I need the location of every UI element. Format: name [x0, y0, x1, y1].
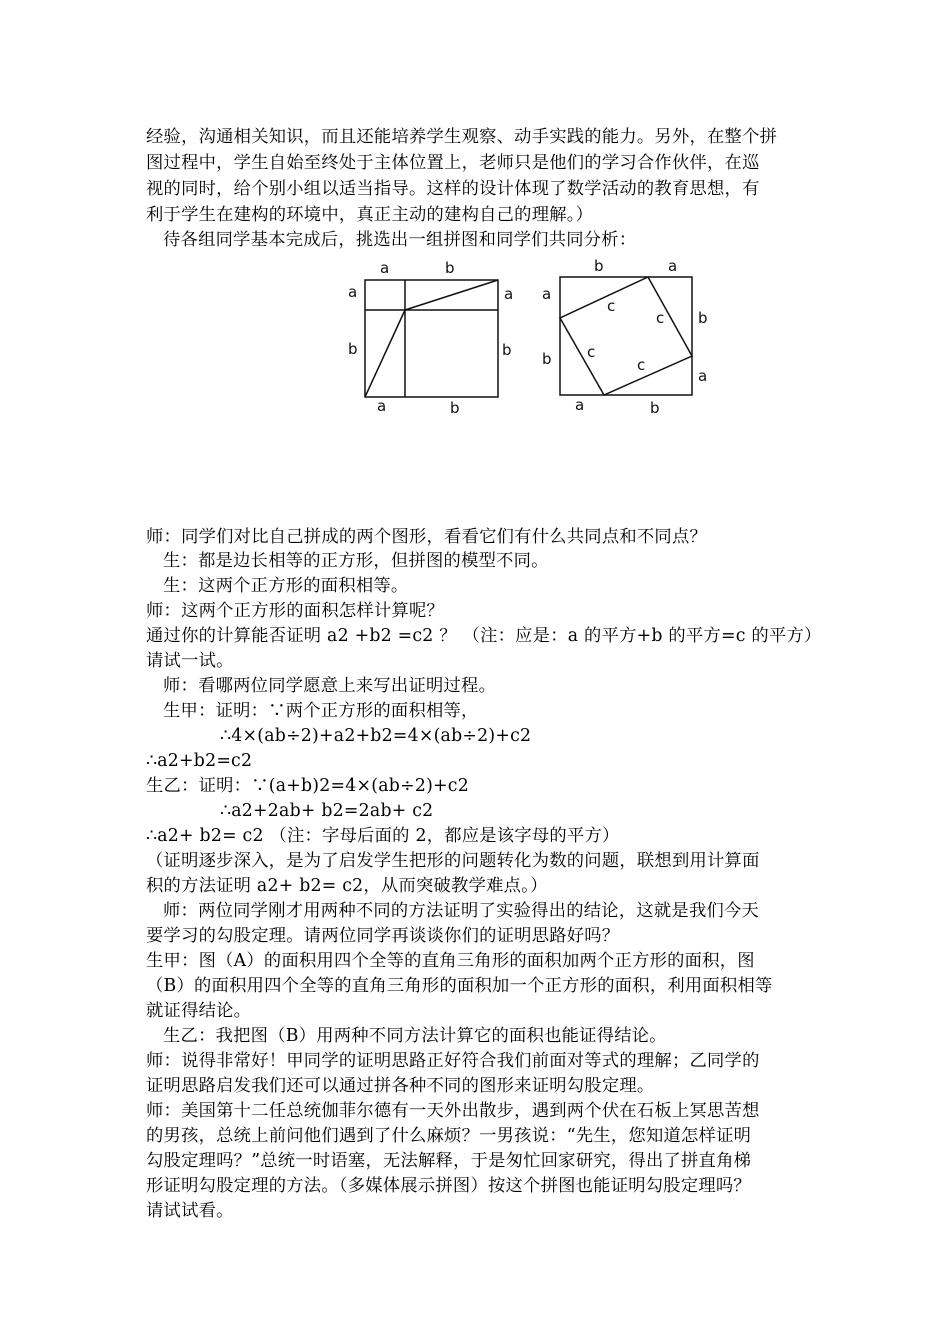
paragraph-line: （证明逐步深入，是为了启发学生把形的问题转化为数的问题，联想到用计算面 [146, 851, 760, 871]
paragraph-line: 利于学生在建构的环境中，真正主动的建构自己的理解。） [146, 205, 594, 225]
figure-b-label: a [542, 285, 552, 303]
figure-b-label: b [698, 309, 708, 327]
figure-b [560, 277, 692, 395]
figure-b-hypotenuse-label: c [607, 297, 616, 315]
proof-figures [0, 255, 950, 425]
equation-line: ∴a2+ b2= c2 （注：字母后面的 2，都应是该字母的平方） [146, 826, 620, 846]
figure-a-label: a [377, 397, 387, 415]
figure-a-label: b [348, 340, 358, 358]
figure-b-label: a [575, 396, 585, 414]
figure-a-label: b [445, 259, 455, 277]
dialogue-line: 请试一试。 [146, 651, 234, 671]
figure-b-hypotenuse-label: c [587, 343, 596, 361]
equation-line: ∴4×(ab÷2)+a2+b2=4×(ab÷2)+c2 [220, 726, 532, 746]
dialogue-line: 生甲：图（A）的面积用四个全等的直角三角形的面积加两个正方形的面积，图 [146, 951, 755, 971]
paragraph-line: 积的方法证明 a2+ b2= c2，从而突破教学难点。） [146, 876, 548, 896]
paragraph-line: 视的同时，给个别小组以适当指导。这样的设计体现了数学活动的教育思想，有 [146, 179, 760, 199]
paragraph-line: 经验，沟通相关知识，而且还能培养学生观察、动手实践的能力。另外，在整个拼 [146, 127, 778, 147]
dialogue-line: 师：美国第十二任总统伽菲尔德有一天外出散步，遇到两个伏在石板上冥思苦想 [146, 1101, 760, 1121]
figure-b-label: b [542, 350, 552, 368]
dialogue-line: 师：看哪两位同学愿意上来写出证明过程。 [163, 676, 497, 696]
figure-b-hypotenuse-label: c [637, 356, 646, 374]
dialogue-line: 师：说得非常好！甲同学的证明思路正好符合我们前面对等式的理解；乙同学的 [146, 1051, 760, 1071]
dialogue-line: 勾股定理吗？”总统一时语塞，无法解释，于是匆忙回家研究，得出了拼直角梯 [146, 1151, 752, 1171]
equation-line: ∴a2+b2=c2 [146, 751, 253, 771]
figure-a-label: a [380, 259, 390, 277]
dialogue-line: 生：都是边长相等的正方形，但拼图的模型不同。 [163, 551, 549, 571]
figure-a-label: b [450, 399, 460, 417]
dialogue-line: 请试试看。 [146, 1201, 234, 1221]
dialogue-line: 就证得结论。 [146, 1001, 252, 1021]
intro-line: 待各组同学基本完成后，挑选出一组拼图和同学们共同分析： [163, 230, 637, 250]
dialogue-line: 通过你的计算能否证明 a2 +b2 =c2 ？ （注：应是：a 的平方+b 的平方=c 的平方） [146, 626, 822, 646]
equation-line: ∴a2+2ab+ b2=2ab+ c2 [220, 801, 434, 821]
figure-b-label: a [668, 257, 678, 275]
figure-a [365, 280, 498, 397]
dialogue-line: 生乙：证明：∵(a+b)2=4×(ab÷2)+c2 [146, 776, 469, 796]
figure-b-label: a [698, 367, 708, 385]
dialogue-line: 要学习的勾股定理。请两位同学再谈谈你们的证明思路好吗？ [146, 926, 620, 946]
figure-b-hypotenuse-label: c [656, 309, 665, 327]
dialogue-line: 生乙：我把图（B）用两种不同方法计算它的面积也能证得结论。 [163, 1026, 667, 1046]
figure-b-label: b [650, 399, 660, 417]
dialogue-line: （B）的面积用四个全等的直角三角形的面积加一个正方形的面积，利用面积相等 [146, 976, 773, 996]
figure-a-label: a [504, 285, 514, 303]
dialogue-line: 证明思路启发我们还可以通过拼各种不同的图形来证明勾股定理。 [146, 1076, 655, 1096]
figure-a-label: b [502, 341, 512, 359]
dialogue-line: 师：同学们对比自己拼成的两个图形，看看它们有什么共同点和不同点？ [146, 527, 708, 547]
dialogue-line: 的男孩，总统上前问他们遇到了什么麻烦？一男孩说：“先生，您知道怎样证明 [146, 1126, 752, 1146]
dialogue-line: 师：这两个正方形的面积怎样计算呢？ [146, 601, 445, 621]
dialogue-line: 生甲：证明：∵两个正方形的面积相等， [163, 701, 479, 721]
dialogue-line: 师：两位同学刚才用两种不同的方法证明了实验得出的结论，这就是我们今天 [163, 901, 760, 921]
dialogue-line: 生：这两个正方形的面积相等。 [163, 576, 409, 596]
paragraph-line: 图过程中，学生自始至终处于主体位置上，老师只是他们的学习合作伙伴，在巡 [146, 153, 760, 173]
figure-a-label: a [348, 283, 358, 301]
figure-b-label: b [594, 257, 604, 275]
dialogue-line: 形证明勾股定理的方法。（多媒体展示拼图）按这个拼图也能证明勾股定理吗？ [146, 1176, 751, 1196]
